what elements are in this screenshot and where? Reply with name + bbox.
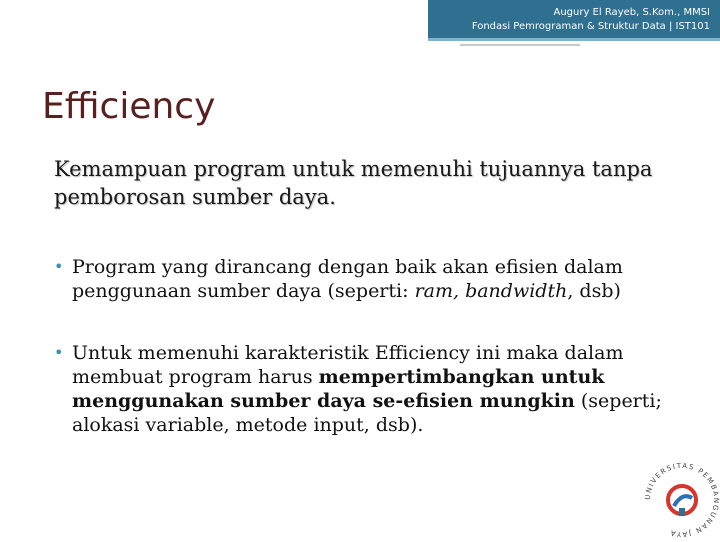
header-divider — [460, 44, 580, 46]
bullet-list — [54, 255, 674, 475]
header-author: Augury El Rayeb, S.Kom., MMSI — [553, 7, 710, 18]
bullet-bold: mempertimbangkan untuk menggunakan sumber daya se-efisien mungkin — [72, 366, 605, 412]
svg-text:UNIVERSITAS PEMBANGUNAN JAYA: UNIVERSITAS PEMBANGUNAN JAYA — [643, 461, 720, 539]
slide-header — [420, 0, 720, 46]
bullet-item — [54, 341, 674, 437]
bullet-text-after: (seperti; alokasi variable, metode input, dsb). — [72, 390, 662, 436]
slide-lead: Kemampuan program untuk memenuhi tujuannya tanpa pemborosan sumber daya. — [54, 157, 653, 209]
header-course: Fondasi Pemrograman & Struktur Data | IST101 — [471, 21, 710, 32]
bullet-text-before: Program yang dirancang dengan baik akan efisien dalam penggunaan sumber daya (seperti: — [72, 256, 623, 302]
header-accent-line — [428, 38, 720, 41]
bullet-icon: • — [54, 343, 64, 362]
bullet-italic: ram, bandwidth — [414, 280, 568, 302]
bullet-text-after: , dsb) — [567, 280, 621, 302]
bullet-icon: • — [54, 257, 64, 276]
slide-title: Efficiency — [42, 86, 216, 127]
header-text — [472, 6, 710, 34]
university-logo-icon — [640, 458, 720, 542]
bullet-text-before: Untuk memenuhi karakteristik Efficiency ini maka dalam membuat program harus — [72, 342, 624, 388]
bullet-item — [54, 255, 674, 303]
